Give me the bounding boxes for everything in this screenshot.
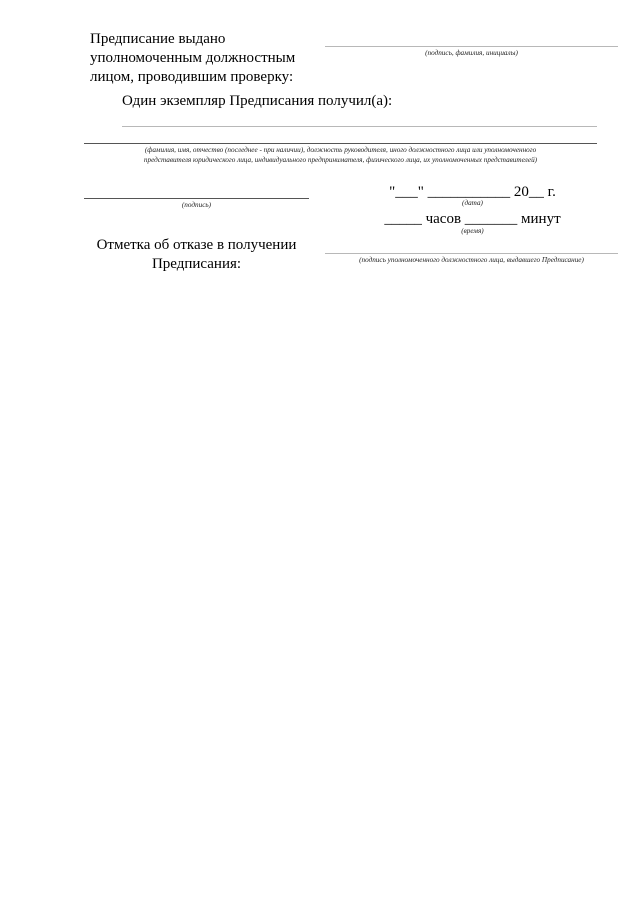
issued-by-line-3: лицом, проводившим проверку:: [90, 69, 294, 85]
issuer-signature-caption: (подпись, фамилия, инициалы): [425, 49, 518, 57]
time-caption: (время): [461, 227, 484, 235]
refusal-line-2: Предписания:: [151, 256, 242, 272]
refusal-signature-line[interactable]: [325, 253, 618, 254]
issued-by-line-1: Предписание выдано: [90, 31, 226, 47]
recipient-signature-caption: (подпись): [181, 201, 212, 209]
recipient-name-line-1[interactable]: [122, 126, 597, 127]
recipient-caption-line-2: представителя юридического лица, индивидуального предпринимателя, физического лица, их уполномоченных представителей): [143, 156, 538, 164]
time-field[interactable]: _____ часов _______ минут: [384, 211, 561, 227]
recipient-name-line-2[interactable]: [84, 143, 597, 144]
recipient-caption-line-1: (фамилия, имя, отчество (последнее - при наличии), должность руководителя, иного должностного лица или уполномоченного: [144, 146, 537, 154]
received-heading: Один экземпляр Предписания получил(а):: [122, 93, 393, 109]
refusal-line-1: Отметка об отказе в получении: [96, 237, 297, 253]
refusal-signature-caption: (подпись уполномоченного должностного лица, выдавшего Предписание): [359, 256, 584, 264]
issued-by-label: [90, 30, 320, 87]
recipient-signature-line[interactable]: [84, 198, 309, 199]
issued-by-line-2: уполномоченным должностным: [90, 50, 296, 66]
refusal-label: [84, 236, 309, 274]
issuer-signature-line[interactable]: [325, 46, 618, 47]
date-field[interactable]: "___" ___________ 20__ г.: [389, 184, 556, 200]
date-caption: (дата): [462, 199, 483, 207]
